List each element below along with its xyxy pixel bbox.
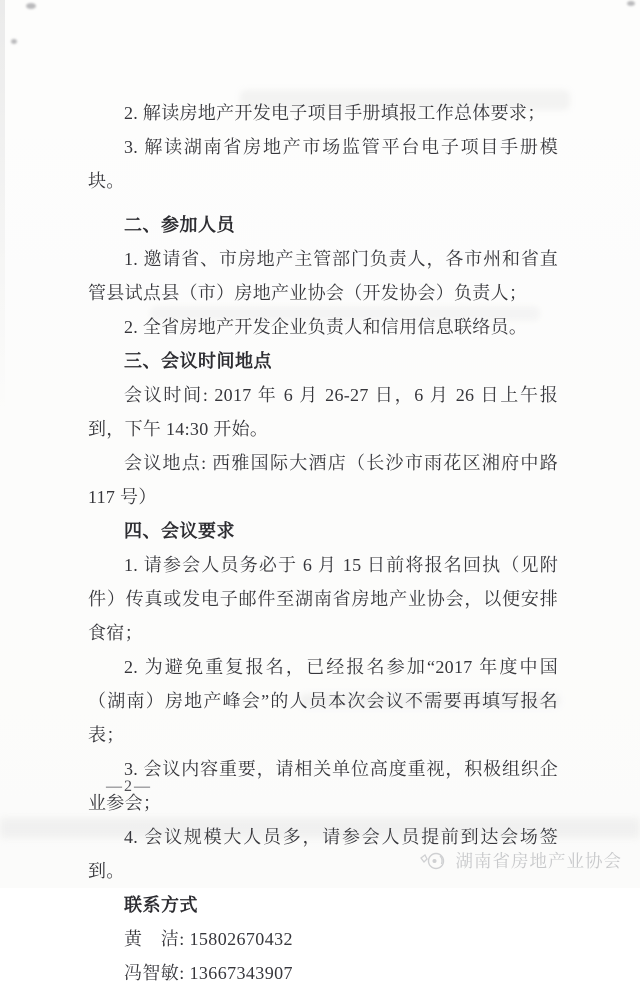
contact-line: 冯智敏: 13667343907 <box>124 963 293 983</box>
list-item: 1. 邀请省、市房地产主管部门负责人，各市州和省直管县试点县（市）房地产业协会（开发协会）负责人； <box>88 249 558 303</box>
list-item: 4. 会议规模大人员多，请参会人员提前到达会场签到。 <box>88 827 558 881</box>
list-item: 2. 解读房地产开发电子项目手册填报工作总体要求； <box>124 103 546 123</box>
section-heading: 四、会议要求 <box>124 521 235 541</box>
list-item: 2. 全省房地产开发企业负责人和信用信息联络员。 <box>124 317 528 337</box>
section-heading: 二、参加人员 <box>124 215 235 235</box>
page-number: —2— <box>106 778 152 795</box>
list-item: 3. 会议内容重要，请相关单位高度重视，积极组织企业参会； <box>88 759 558 813</box>
brand-footer <box>420 848 623 873</box>
list-item: 1. 请参会人员务必于 6 月 15 日前将报名回执（见附件）传真或发电子邮件至湖南省房地产业协会，以便安排食宿； <box>88 555 558 643</box>
association-logo-icon <box>420 850 450 872</box>
scan-artifact <box>0 0 5 420</box>
section-heading: 联系方式 <box>124 895 198 915</box>
meeting-location: 会议地点: 西雅国际大酒店（长沙市雨花区湘府中路 117 号） <box>88 453 558 507</box>
scan-artifact <box>11 39 17 44</box>
section-heading: 三、会议时间地点 <box>124 351 272 371</box>
brand-name: 湖南省房地产业协会 <box>455 851 622 871</box>
meeting-time: 会议时间: 2017 年 6 月 26-27 日，6 月 26 日上午报到，下午 14:30 开始。 <box>88 385 558 439</box>
scan-artifact <box>627 1 635 6</box>
list-item: 2. 为避免重复报名，已经报名参加“2017 年度中国（湖南）房地产峰会”的人员本次会议不需要再填写报名表； <box>88 657 558 745</box>
contact-line: 黄 洁: 15802670432 <box>124 929 293 949</box>
list-item: 3. 解读湖南省房地产市场监管平台电子项目手册模块。 <box>88 137 558 191</box>
scan-artifact <box>26 3 36 9</box>
